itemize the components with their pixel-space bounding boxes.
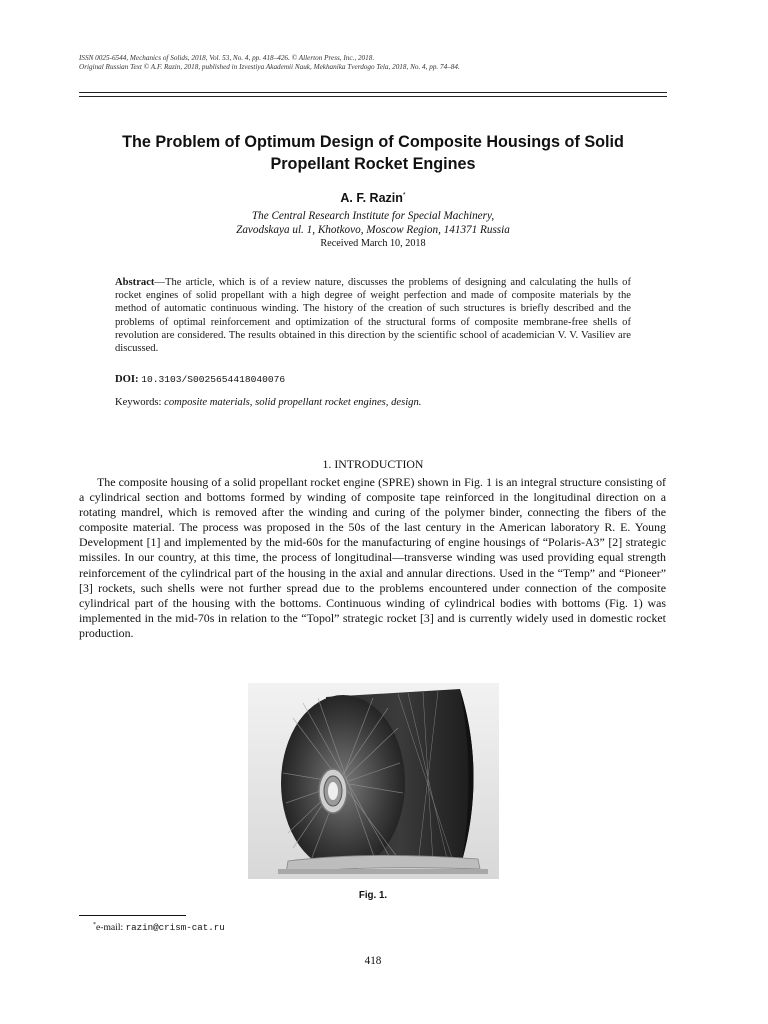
- author-name: A. F. Razin: [340, 191, 403, 205]
- author-footnote-mark: *: [402, 192, 406, 199]
- abstract-text: —The article, which is of a review nature, discusses the problems of designing and calculating the hulls of rocket engines of solid propellant with a high degree of weight perfection and made of composite materials by the method of automatic continuous winding. The history of the creation of such structures is briefly described and the problems of optimal reinforcement and optimization of the structural forms of composite membrane-free shells of revolution are considered. The results obtained in this direction by the scientific school of academician V. V. Vasiliev are discussed.: [115, 277, 631, 355]
- footnote-label: e-mail:: [96, 922, 126, 933]
- paper-title-line-1: The Problem of Optimum Design of Composite Housings of Solid: [122, 133, 624, 151]
- paper-title: [60, 131, 686, 175]
- section-heading: 1. INTRODUCTION: [322, 457, 424, 471]
- abstract-label: Abstract: [115, 277, 155, 288]
- doi-label: DOI:: [115, 374, 139, 385]
- rocket-housing-image: [248, 683, 499, 879]
- received-date: Received March 10, 2018: [320, 238, 426, 249]
- footnote-email[interactable]: razin@crism-cat.ru: [125, 922, 225, 933]
- figure-caption: Fig. 1.: [358, 890, 388, 901]
- keywords: [115, 397, 421, 408]
- keywords-label: Keywords:: [115, 397, 162, 408]
- page-number: 418: [364, 955, 382, 967]
- body-paragraph-1: The composite housing of a solid propellant rocket engine (SPRE) shown in Fig. 1 is an integral structure consisting of a cylindrical section and bottoms formed by winding of composite tape reinforced in the longitudinal direction on a rotating mandrel, which is removed after the winding and curing of the polymer binder, connecting the fibers of the composite material. The process was proposed in the 50s of the last century in the American laboratory R. E. Young Development [1] and implemented by the mid-60s for the manufacturing of engine housings of “Polaris-A3” [2] strategic missiles. In our country, at this time, the process of longitudinal—transverse winding was used providing equal strength reinforcement of the cylindrical part of the housing in the axial and annular directions. Used in the “Temp” and “Pioneer” [3] rockets, such shells were not further spread due to the problems encountered under connection of the composite cylindrical part of the housing with the bottoms. Continuous winding of cylindrical bodies with bottoms (Fig. 1) was implemented in the mid-70s in relation to the “Topol” strategic rocket [3] and is currently widely used in domestic rocket production.: [79, 475, 666, 640]
- footnote-mark: *: [93, 922, 96, 928]
- header-rule-top: [79, 92, 667, 93]
- affiliation-line-2: Zavodskaya ul. 1, Khotkovo, Moscow Region, 141371 Russia: [236, 224, 510, 236]
- footnote: [93, 922, 225, 933]
- keywords-value: composite materials, solid propellant rocket engines, design.: [164, 397, 422, 408]
- header-rule-bottom: [79, 96, 667, 97]
- journal-header-line-1: ISSN 0025-6544, Mechanics of Solids, 2018, Vol. 53, No. 4, pp. 418–426. © Allerton Press, Inc., 2018.: [79, 54, 375, 62]
- author: [60, 191, 686, 205]
- paper-title-line-2: Propellant Rocket Engines: [270, 155, 476, 173]
- doi: [115, 374, 285, 385]
- abstract: [115, 276, 631, 355]
- footnote-rule: [79, 915, 186, 916]
- doi-value[interactable]: 10.3103/S0025654418040076: [141, 374, 286, 385]
- figure-rocket-housing-photo: [248, 683, 499, 879]
- affiliation-line-1: The Central Research Institute for Special Machinery,: [251, 210, 495, 222]
- journal-header-line-2: Original Russian Text © A.F. Razin, 2018, published in Izvestiya Akademii Nauk, Mekhanika Tverdogo Tela, 2018, No. 4, pp. 74–84.: [79, 63, 460, 71]
